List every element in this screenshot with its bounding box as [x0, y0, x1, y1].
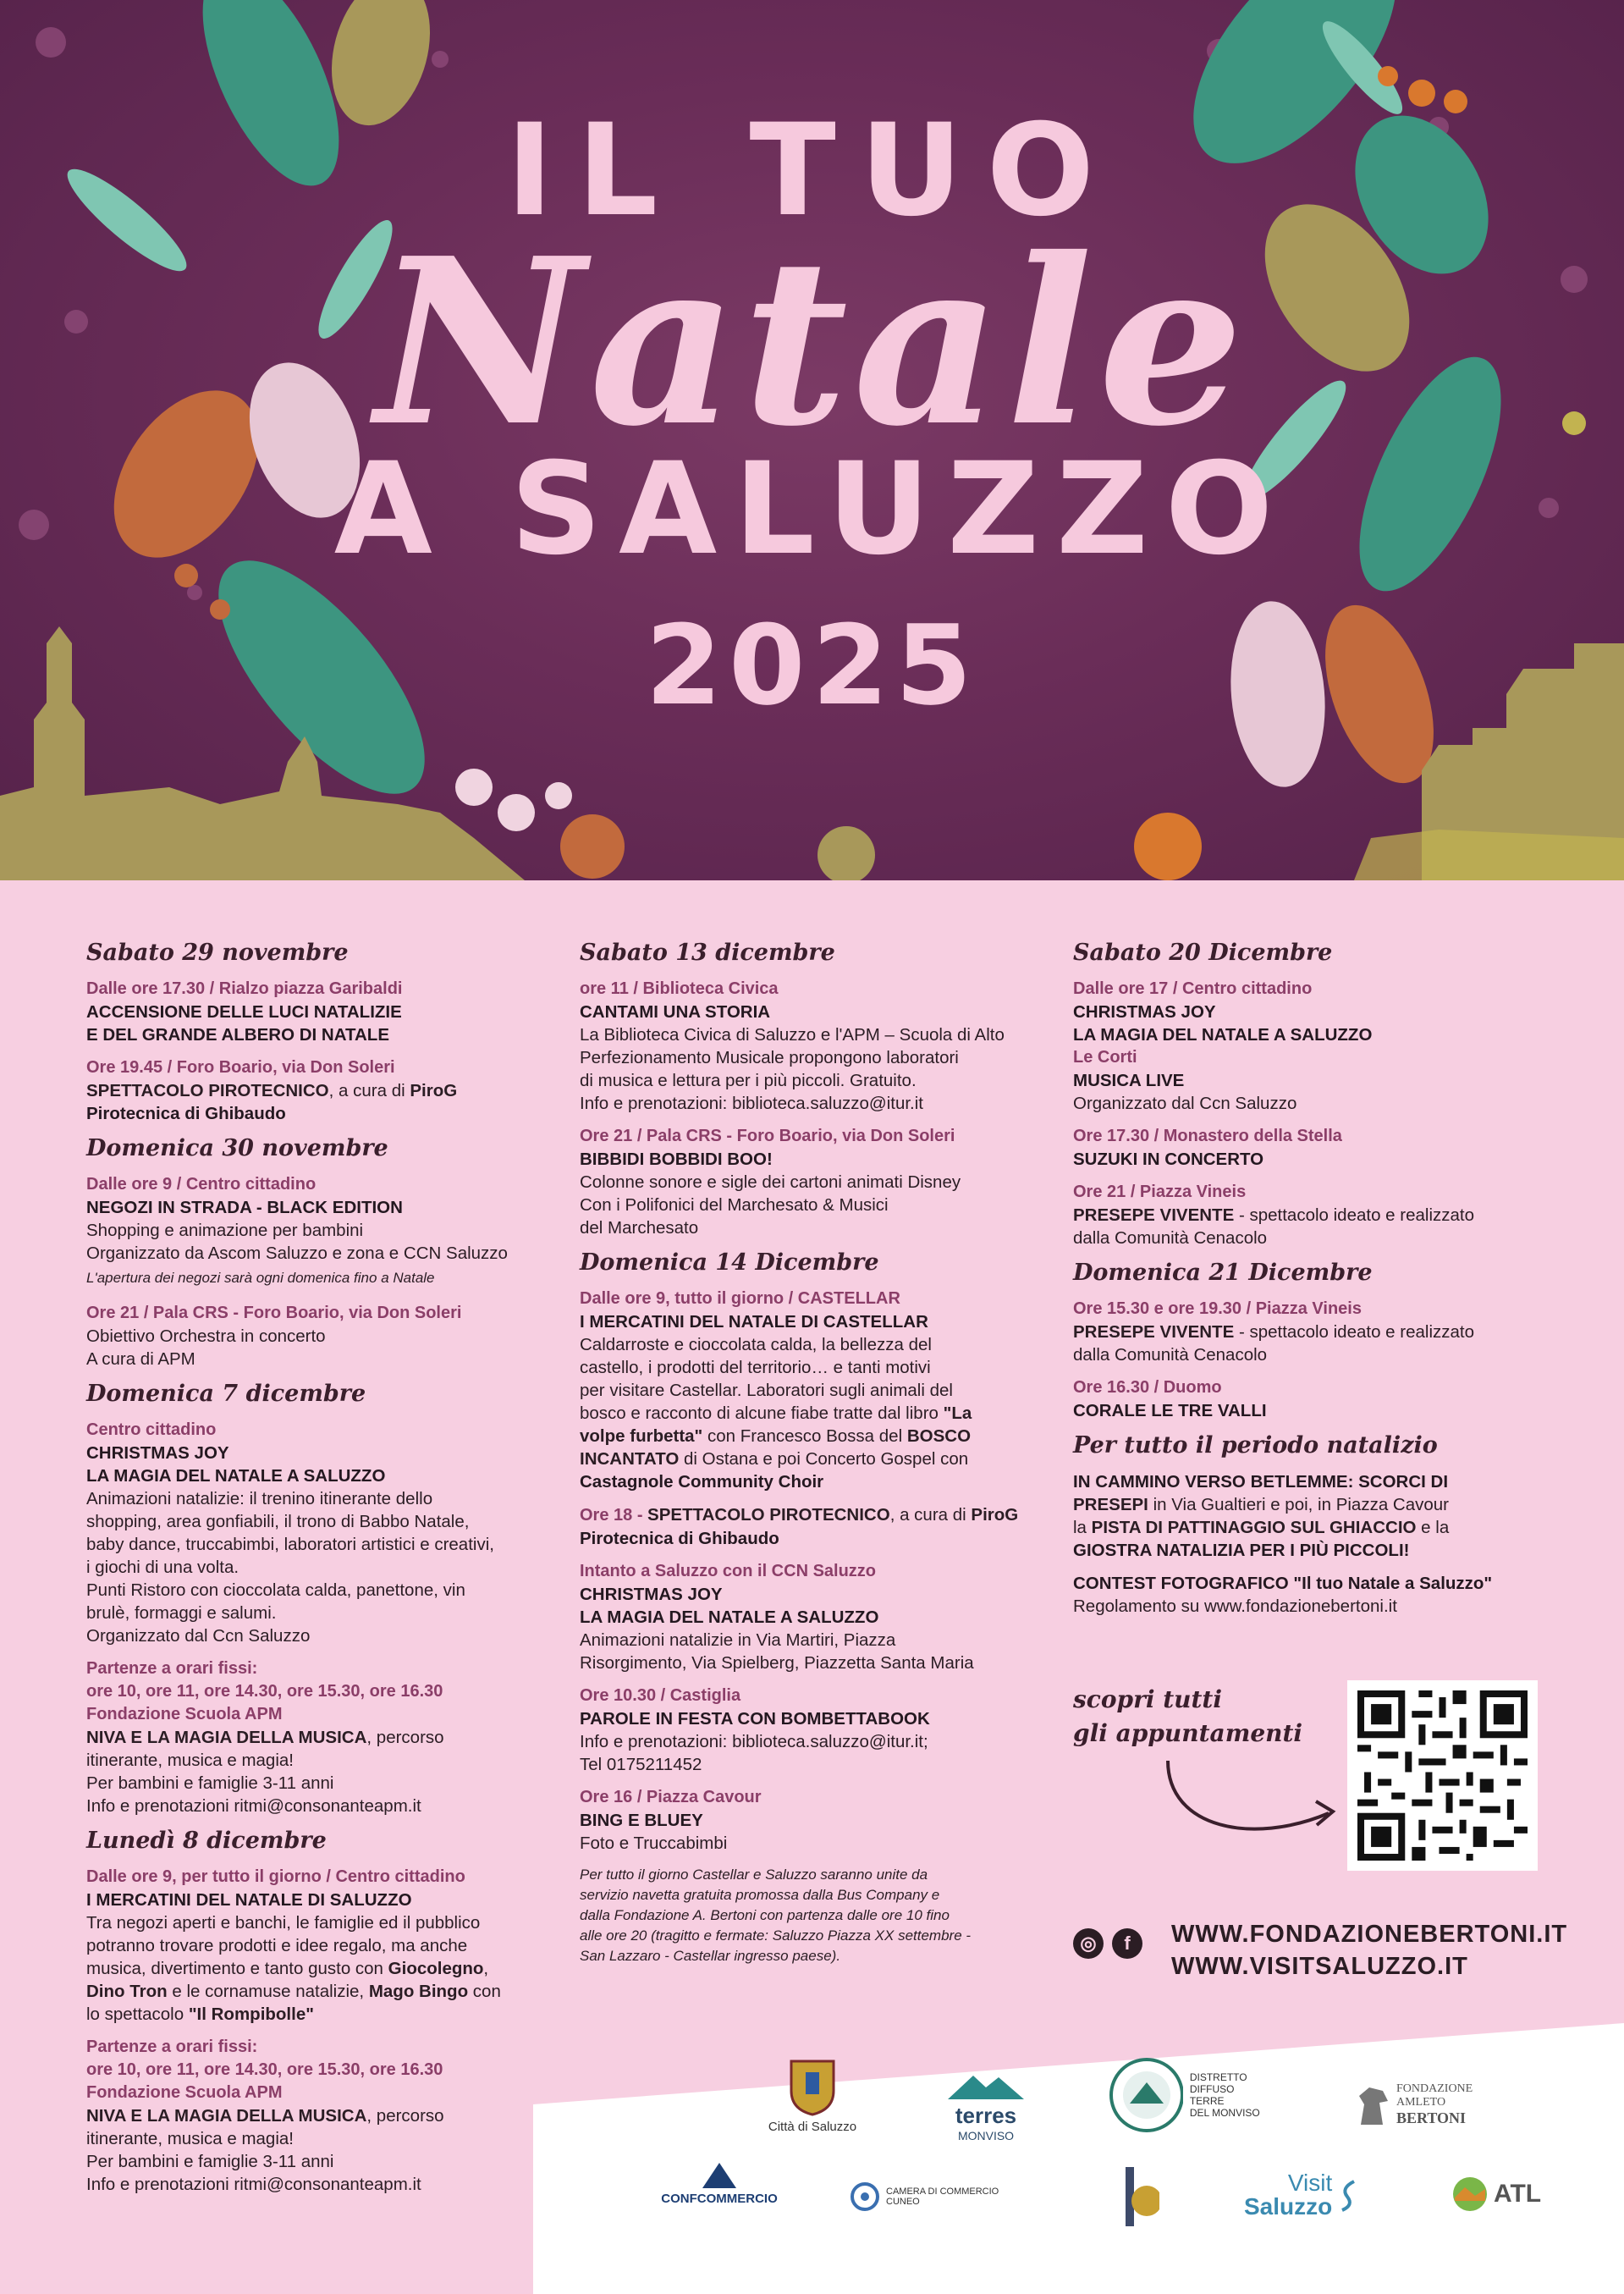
- event-text: ,: [483, 1959, 489, 1978]
- event-title: BIBBIDI BOBBIDI BOO!: [580, 1150, 773, 1169]
- event-organizer: PiroG: [971, 1505, 1019, 1525]
- event-time: Ore 19.45 / Foro Boario, via Don Soleri: [86, 1058, 395, 1077]
- event-text: in Via Gualtieri e poi, in Piazza Cavour: [1148, 1495, 1450, 1514]
- program-column-2: [580, 931, 1054, 1980]
- day-heading: Per tutto il periodo natalizio: [1073, 1432, 1438, 1459]
- event-description: [580, 1448, 1054, 1470]
- event-text: musica, divertimento e tanto gusto con: [86, 1959, 388, 1978]
- day-heading: Sabato 13 dicembre: [580, 940, 835, 966]
- event-description: baby dance, truccabimbi, laboratori artistici e creativi,: [86, 1535, 494, 1554]
- event-highlight: Giocolegno: [388, 1959, 484, 1978]
- event-time: Dalle ore 17 / Centro cittadino: [1073, 979, 1313, 998]
- instagram-icon[interactable]: ◎: [1073, 1928, 1104, 1959]
- event-time: Fondazione Scuola APM: [86, 2083, 283, 2102]
- event: [580, 1786, 1054, 1855]
- event-text: , a cura di: [889, 1505, 972, 1525]
- discover-caption: [1073, 1683, 1344, 1751]
- event-description: di musica e lettura per i più piccoli. Gratuito.: [580, 1071, 917, 1090]
- event: [86, 1302, 560, 1370]
- event-description: Tra negozi aperti e banchi, le famiglie ed il pubblico: [86, 1913, 481, 1933]
- event-time: Partenze a orari fissi:: [86, 2038, 258, 2056]
- event-description: potranno trovare prodotti e idee regalo, ma anche: [86, 1936, 468, 1955]
- event: [86, 1419, 560, 1647]
- event-description: Punti Ristoro con cioccolata calda, panettone, vin: [86, 1580, 465, 1600]
- event: [1073, 1181, 1547, 1249]
- event-title: PISTA DI PATTINAGGIO SUL GHIACCIO: [1091, 1518, 1417, 1537]
- header-banner: [0, 0, 1624, 880]
- event-description: [86, 2003, 560, 2026]
- event-time: Ore 21 / Pala CRS - Foro Boario, via Don Soleri: [580, 1127, 955, 1145]
- event: [1073, 978, 1547, 1115]
- event-title: PRESEPE VIVENTE: [1073, 1205, 1235, 1225]
- event-description: Perfezionamento Musicale propongono laboratori: [580, 1048, 959, 1067]
- event-link[interactable]: Regolamento su www.fondazionebertoni.it: [1073, 1596, 1397, 1616]
- event-text: - spettacolo ideato e realizzato: [1234, 1322, 1475, 1342]
- event-description: Organizzato da Ascom Saluzzo e zona e CCN Saluzzo: [86, 1244, 508, 1263]
- event-title: NIVA E LA MAGIA DELLA MUSICA: [86, 1728, 367, 1747]
- district-seal-icon: [1109, 2057, 1183, 2133]
- facebook-icon[interactable]: f: [1112, 1928, 1142, 1959]
- website-link-bertoni[interactable]: WWW.FONDAZIONEBERTONI.IT: [1171, 1921, 1568, 1948]
- logo-label: CUNEO: [886, 2197, 920, 2207]
- event-time: Ore 17.30 / Monastero della Stella: [1073, 1127, 1342, 1145]
- event-highlight: Dino Tron: [86, 1982, 168, 2001]
- event-description: Animazioni natalizie: il trenino itinerante dello: [86, 1489, 433, 1508]
- event-time: Ore 18 -: [580, 1506, 648, 1525]
- event-description: Obiettivo Orchestra in concerto: [86, 1326, 326, 1346]
- event-title: MUSICA LIVE: [1073, 1071, 1185, 1090]
- event-description: del Marchesato: [580, 1218, 699, 1238]
- event-title: BING E BLUEY: [580, 1811, 703, 1830]
- event-title: IN CAMMINO VERSO BETLEMME: SCORCI DI: [1073, 1472, 1449, 1492]
- event-description: [86, 1726, 560, 1749]
- event-description: Caldarroste e cioccolata calda, la bellezza del: [580, 1335, 932, 1354]
- logo-citta-di-saluzzo: [766, 2057, 859, 2134]
- event-text: e la: [1416, 1518, 1450, 1537]
- event-title: LA MAGIA DEL NATALE A SALUZZO: [1073, 1025, 1373, 1045]
- caption-line: scopri tutti: [1073, 1685, 1222, 1713]
- title-line-1: IL TUO: [505, 97, 1119, 245]
- event-description: per visitare Castellar. Laboratori sugli animali del: [580, 1381, 953, 1400]
- logo-label: terres: [955, 2103, 1017, 2128]
- arrow-icon: [1151, 1752, 1346, 1854]
- qr-code[interactable]: [1347, 1680, 1538, 1871]
- event-description: Colonne sonore e sigle dei cartoni animati Disney: [580, 1172, 961, 1192]
- event-description: shopping, area gonfiabili, il trono di Babbo Natale,: [86, 1512, 470, 1531]
- day-heading: Domenica 21 Dicembre: [1073, 1260, 1373, 1286]
- event-title: CHRISTMAS JOY: [1073, 1002, 1216, 1022]
- event-time: Le Corti: [1073, 1048, 1137, 1067]
- logo-terres-monviso: [931, 2074, 1041, 2142]
- event-contact: Info e prenotazioni ritmi@consonanteapm.it: [86, 1796, 421, 1816]
- day-heading: Domenica 7 dicembre: [86, 1381, 366, 1407]
- event: [86, 1056, 560, 1125]
- logo-label: CONFCOMMERCIO: [661, 2192, 778, 2206]
- logo-castle: [1096, 2163, 1164, 2234]
- event-title: SPETTACOLO PIROTECNICO: [86, 1081, 329, 1100]
- program-column-1: [86, 931, 560, 2206]
- event-time: Dalle ore 17.30 / Rialzo piazza Garibaldi: [86, 979, 403, 998]
- logo-label: DEL MONVISO: [1189, 2107, 1260, 2119]
- logo-atl: [1451, 2175, 1544, 2213]
- event-title: CHRISTMAS JOY: [580, 1585, 723, 1604]
- event-description: A cura di APM: [86, 1349, 195, 1369]
- qr-code-icon: [1357, 1690, 1528, 1861]
- event-description: dalla Comunità Cenacolo: [1073, 1228, 1268, 1248]
- event: [1073, 1376, 1547, 1422]
- event-title: NIVA E LA MAGIA DELLA MUSICA: [86, 2106, 367, 2126]
- event-highlight: Castagnole Community Choir: [580, 1472, 824, 1492]
- day-heading: Lunedì 8 dicembre: [86, 1828, 327, 1854]
- event-text: - spettacolo ideato e realizzato: [1234, 1205, 1475, 1225]
- logo-label: DIFFUSO TERRE: [1189, 2083, 1235, 2107]
- event-time: Intanto a Saluzzo con il CCN Saluzzo: [580, 1562, 877, 1580]
- event-title: CORALE LE TRE VALLI: [1073, 1401, 1267, 1420]
- event-time: Ore 10.30 / Castiglia: [580, 1686, 741, 1705]
- event-description: [1073, 1321, 1547, 1343]
- event-highlight: Mago Bingo: [368, 1982, 469, 2001]
- logo-label: DISTRETTO: [1189, 2071, 1247, 2083]
- logo-label: CAMERA DI COMMERCIO: [886, 2186, 999, 2197]
- program-column-3: [1073, 931, 1547, 1628]
- event-title: SPETTACOLO PIROTECNICO: [647, 1505, 890, 1525]
- logo-camera-commercio: [851, 2182, 1020, 2211]
- event-note: L'apertura dei negozi sarà ogni domenica fino a Natale: [86, 1270, 435, 1286]
- event-time: Dalle ore 9 / Centro cittadino: [86, 1175, 317, 1194]
- event-title: NEGOZI IN STRADA - BLACK EDITION: [86, 1198, 403, 1217]
- event-description: itinerante, musica e magia!: [86, 1751, 294, 1770]
- event-description: [1073, 1204, 1547, 1227]
- event-text: di Ostana e poi Concerto Gospel con: [679, 1449, 969, 1469]
- event-title: PRESEPE VIVENTE: [1073, 1322, 1235, 1342]
- event-text: , a cura di: [328, 1081, 410, 1100]
- title-line-3: A SALUZZO: [333, 436, 1291, 583]
- event-text: e le cornamuse natalizie,: [167, 1982, 369, 2001]
- event-title: ACCENSIONE DELLE LUCI NATALIZIE: [86, 1002, 402, 1022]
- title-line-2: Natale: [375, 207, 1249, 477]
- event-highlight: INCANTATO: [580, 1449, 680, 1469]
- event-description: [86, 2104, 560, 2127]
- event-time: Ore 21 / Piazza Vineis: [1073, 1183, 1247, 1201]
- event-contact: Info e prenotazioni: biblioteca.saluzzo@itur.it: [580, 1094, 923, 1113]
- event-highlight: "La: [943, 1403, 972, 1423]
- logo-label: MONVISO: [957, 2129, 1015, 2142]
- logo-visit-saluzzo: [1244, 2171, 1371, 2219]
- event-contact: Info e prenotazioni: biblioteca.saluzzo@itur.it;: [580, 1732, 928, 1751]
- event-highlight: BOSCO: [906, 1426, 972, 1446]
- event-time: Ore 16 / Piazza Cavour: [580, 1788, 762, 1806]
- mountain-icon: [948, 2074, 1024, 2099]
- event-description: [86, 1957, 560, 1980]
- event-description: Con i Polifonici del Marchesato & Musici: [580, 1195, 889, 1215]
- atl-icon: [1451, 2175, 1489, 2213]
- swirl-icon: [1337, 2178, 1359, 2212]
- note-line: dalla Fondazione A. Bertoni con partenza dalle ore 10 fino: [580, 1907, 950, 1923]
- confcommercio-icon: [702, 2163, 736, 2188]
- event-description: [580, 1402, 1054, 1425]
- event-description: [1073, 1493, 1547, 1516]
- event-description: [580, 1425, 1054, 1448]
- logo-label: ATL: [1494, 2180, 1542, 2208]
- event-title: LA MAGIA DEL NATALE A SALUZZO: [580, 1607, 879, 1627]
- event: [86, 978, 560, 1046]
- event-title: CHRISTMAS JOY: [86, 1443, 229, 1463]
- day-heading: Domenica 30 novembre: [86, 1135, 388, 1161]
- event-description: Animazioni natalizie in Via Martiri, Piazza: [580, 1630, 896, 1650]
- note-line: servizio navetta gratuita promossa dalla Bus Company e: [580, 1887, 940, 1903]
- event-contact: Info e prenotazioni ritmi@consonanteapm.it: [86, 2175, 421, 2194]
- event-description: Per bambini e famiglie 3-11 anni: [86, 1773, 334, 1793]
- event: [1073, 1125, 1547, 1171]
- logo-label: AMLETO: [1396, 2096, 1446, 2109]
- logo-label: FONDAZIONE: [1396, 2082, 1473, 2095]
- logo-distretto-commercio: [1109, 2057, 1269, 2133]
- castle-icon: [1100, 2163, 1159, 2231]
- event-description: Per bambini e famiglie 3-11 anni: [86, 2152, 334, 2171]
- event-organizer: Pirotecnica di Ghibaudo: [580, 1529, 779, 1548]
- event-description: Risorgimento, Via Spielberg, Piazzetta Santa Maria: [580, 1653, 974, 1673]
- event-time: Dalle ore 9, tutto il giorno / CASTELLAR: [580, 1289, 900, 1308]
- note-line: Per tutto il giorno Castellar e Saluzzo saranno unite da: [580, 1867, 928, 1883]
- event: [580, 978, 1054, 1115]
- event-time: Centro cittadino: [86, 1420, 217, 1439]
- logo-label: BERTONI: [1396, 2109, 1467, 2126]
- event: [1073, 1470, 1547, 1562]
- website-links: [1171, 1918, 1567, 1982]
- event-title: CONTEST FOTOGRAFICO "Il tuo Natale a Saluzzo": [1073, 1574, 1493, 1593]
- event-description: brulè, formaggi e salumi.: [86, 1603, 277, 1623]
- event-description: Organizzato dal Ccn Saluzzo: [1073, 1094, 1297, 1113]
- event-description: castello, i prodotti del territorio… e tanti motivi: [580, 1358, 931, 1377]
- logo-fondazione-bertoni: [1354, 2082, 1489, 2127]
- logo-confcommercio: [660, 2163, 779, 2206]
- event: [580, 1288, 1054, 1493]
- event-time: Dalle ore 9, per tutto il giorno / Centro cittadino: [86, 1867, 465, 1886]
- event-description: [1073, 1516, 1547, 1539]
- event-title: E DEL GRANDE ALBERO DI NATALE: [86, 1025, 389, 1045]
- event-title: SUZUKI IN CONCERTO: [1073, 1150, 1264, 1169]
- event-description: [86, 1079, 560, 1102]
- event-organizer: Pirotecnica di Ghibaudo: [86, 1104, 286, 1123]
- event-description: Organizzato dal Ccn Saluzzo: [86, 1626, 311, 1646]
- event: [86, 1173, 560, 1288]
- event: [86, 1866, 560, 2026]
- partner-logos-band: [533, 2023, 1624, 2294]
- event-description: i giochi di una volta.: [86, 1558, 239, 1577]
- event-text: con: [468, 1982, 501, 2001]
- event-time: ore 11 / Biblioteca Civica: [580, 979, 779, 998]
- event-time: ore 10, ore 11, ore 14.30, ore 15.30, ore 16.30: [86, 1682, 443, 1701]
- event-text: , percorso: [366, 1728, 444, 1747]
- logo-label: Visit: [1287, 2170, 1333, 2196]
- note-line: San Lazzaro - Castellar ingresso paese).: [580, 1948, 841, 1964]
- event-text: la: [1073, 1518, 1092, 1537]
- event-text: con Francesco Bossa del: [702, 1426, 907, 1446]
- day-heading: Domenica 14 Dicembre: [580, 1249, 879, 1276]
- event-description: [580, 1503, 1054, 1527]
- event-description: Foto e Truccabimbi: [580, 1834, 728, 1853]
- event-text: lo spettacolo: [86, 2004, 189, 2024]
- event-description: [86, 1980, 560, 2003]
- event-time: Partenze a orari fissi:: [86, 1659, 258, 1678]
- event-text: , percorso: [366, 2106, 444, 2126]
- event: [86, 2036, 560, 2196]
- event-highlight: "Il Rompibolle": [188, 2004, 314, 2024]
- event-title: I MERCATINI DEL NATALE DI CASTELLAR: [580, 1312, 928, 1332]
- horse-icon: [1354, 2084, 1391, 2126]
- event-title: I MERCATINI DEL NATALE DI SALUZZO: [86, 1890, 412, 1910]
- note-line: alle ore 20 (tragitto e fermate: Saluzzo Piazza XX settembre -: [580, 1927, 972, 1944]
- event: [580, 1125, 1054, 1239]
- chamber-of-commerce-icon: [851, 2182, 879, 2211]
- event-title: CANTAMI UNA STORIA: [580, 1002, 771, 1022]
- event-description: Shopping e animazione per bambini: [86, 1221, 364, 1240]
- event: [580, 1503, 1054, 1550]
- coat-of-arms-icon: [787, 2057, 838, 2116]
- event-highlight: volpe furbetta": [580, 1426, 703, 1446]
- event: [1073, 1572, 1547, 1618]
- day-heading: Sabato 20 Dicembre: [1073, 940, 1333, 966]
- event-time: Ore 21 / Pala CRS - Foro Boario, via Don Soleri: [86, 1304, 462, 1322]
- event-description: La Biblioteca Civica di Saluzzo e l'APM – Scuola di Alto: [580, 1025, 1005, 1045]
- event-time: Ore 16.30 / Duomo: [1073, 1378, 1222, 1397]
- event-time: ore 10, ore 11, ore 14.30, ore 15.30, ore 16.30: [86, 2060, 443, 2079]
- event-time: Ore 15.30 e ore 19.30 / Piazza Vineis: [1073, 1299, 1362, 1318]
- event-description: itinerante, musica e magia!: [86, 2129, 294, 2148]
- event-title: GIOSTRA NATALIZIA PER I PIÙ PICCOLI!: [1073, 1541, 1410, 1560]
- website-link-visitsaluzzo[interactable]: WWW.VISITSALUZZO.IT: [1171, 1953, 1468, 1980]
- shuttle-note: [580, 1865, 1054, 1966]
- title-year: 2025: [645, 601, 979, 730]
- event-organizer: PiroG: [410, 1081, 458, 1100]
- logo-label: Saluzzo: [1244, 2193, 1333, 2220]
- event-contact: Tel 0175211452: [580, 1755, 702, 1774]
- caption-line: gli appuntamenti: [1073, 1719, 1303, 1747]
- event-title: LA MAGIA DEL NATALE A SALUZZO: [86, 1466, 386, 1486]
- event-title: PAROLE IN FESTA CON BOMBETTABOOK: [580, 1709, 930, 1729]
- day-heading: Sabato 29 novembre: [86, 940, 349, 966]
- event: [86, 1657, 560, 1817]
- logo-label: Città di Saluzzo: [768, 2120, 857, 2134]
- event: [580, 1685, 1054, 1776]
- event-time: Fondazione Scuola APM: [86, 1705, 283, 1723]
- event-title: PRESEPI: [1073, 1495, 1148, 1514]
- social-links: [1073, 1928, 1142, 1959]
- event-text: bosco e racconto di alcune fiabe tratte dal libro: [580, 1403, 944, 1423]
- event: [580, 1560, 1054, 1674]
- event-description: dalla Comunità Cenacolo: [1073, 1345, 1268, 1365]
- event: [1073, 1298, 1547, 1366]
